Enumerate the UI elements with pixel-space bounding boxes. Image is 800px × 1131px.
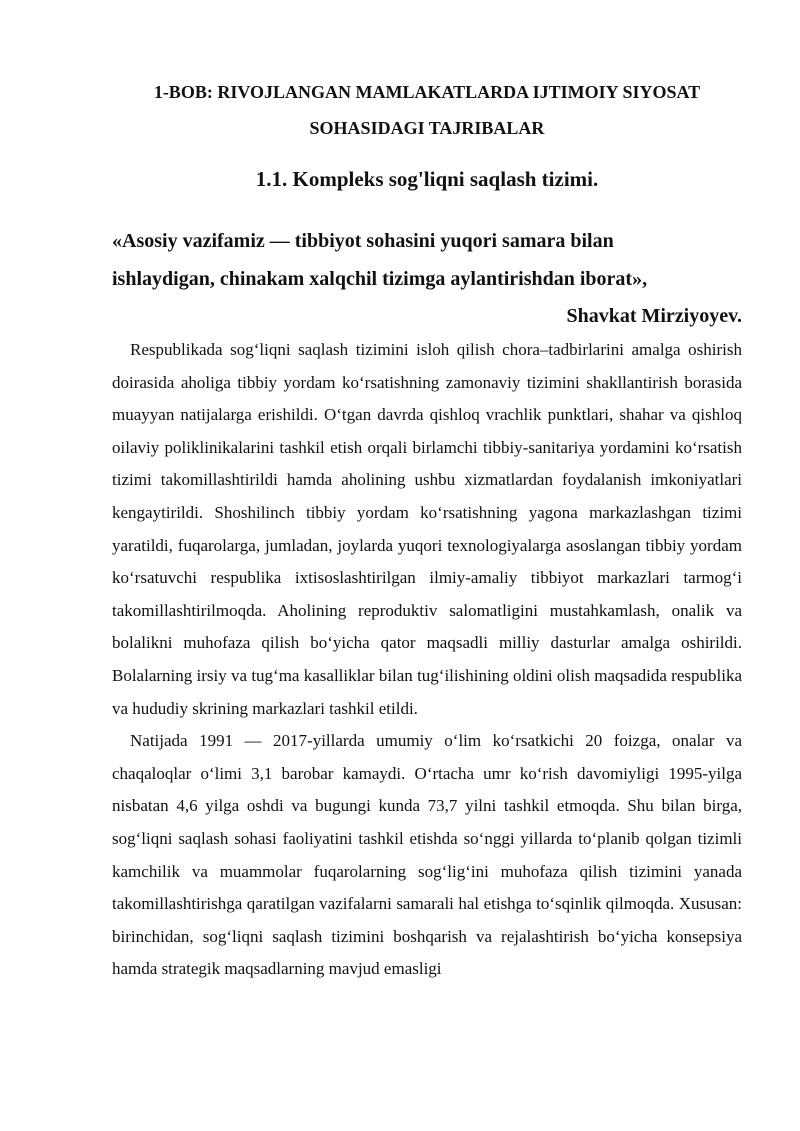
chapter-title-line-1: 1-BOB: RIVOJLANGAN MAMLAKATLARDA IJTIMOIY SIYOSAT — [153, 82, 701, 102]
epigraph-quote — [112, 222, 742, 298]
chapter-title-line-2: SOHASIDAGI TAJRIBALAR — [309, 118, 545, 138]
document-page — [112, 0, 742, 986]
epigraph-author: Shavkat Mirziyoyev. — [566, 305, 742, 327]
body-paragraph-1: Respublikada sog‘liqni saqlash tizimini isloh qilish chora–tadbirlarini amalga oshirish doirasida aholiga tibbiy yordam ko‘rsatishning zamonaviy tizimini shakllantirish borasida muayyan natijalarga erishildi. O‘tgan davrda qishloq vrachlik punktlari, shahar va qishloq oilaviy poliklinikalarini tashkil etish orqali birlamchi tibbiy-sanitariya yordamini ko‘rsatish tizimi takomillashtirildi hamda aholining ushbu xizmatlardan foydalanish imkoniyatlari kengaytirildi. Shoshilinch tibbiy yordam ko‘rsatishning yagona markazlashgan tizimi yaratildi, fuqarolarga, jumladan, joylarda yuqori texnologiyalarga asoslangan tibbiy yordam ko‘rsatuvchi respublika ixtisoslashtirilgan ilmiy-amaliy tibbiyot markazlari tarmog‘i takomillashtirilmoqda. Aholining reproduktiv salomatligini mustahkamlash, onalik va bolalikni muhofaza qilish bo‘yicha qator maqsadli milliy dasturlar amalga oshirildi. Bolalarning irsiy va tug‘ma kasalliklar bilan tug‘ilishining oldini olish maqsadida respublika va hududiy skrining markazlari tashkil etildi. — [112, 340, 742, 718]
body-paragraph-2: Natijada 1991 — 2017-yillarda umumiy o‘lim ko‘rsatkichi 20 foizga, onalar va chaqaloqlar o‘limi 3,1 barobar kamaydi. O‘rtacha umr ko‘rish davomiyligi 1995-yilga nisbatan 4,6 yilga oshdi va bugungi kunda 73,7 yilni tashkil etmoqda. Shu bilan birga, sog‘liqni saqlash sohasi faoliyatini tashkil etishda so‘nggi yillarda to‘planib qolgan tizimli kamchilik va muammolar fuqarolarning sog‘lig‘ini muhofaza qilish tizimini yanada takomillashtirishga qaratilgan vazifalarni samarali hal etishga to‘sqinlik qilmoqda. Xususan: birinchidan, sog‘liqni saqlash tizimini boshqarish va rejalashtirish bo‘yicha konsepsiya hamda strategik maqsadlarning mavjud emasligi — [112, 731, 742, 979]
epigraph-quote-line-2: ishlaydigan, chinakam xalqchil tizimga aylantirishdan iborat», — [112, 268, 648, 290]
chapter-title — [112, 74, 742, 146]
epigraph-quote-line-1: «Asosiy vazifamiz — tibbiyot sohasini yuqori samara bilan — [112, 230, 614, 252]
section-title: 1.1. Kompleks sog'liqni saqlash tizimi. — [255, 167, 599, 191]
